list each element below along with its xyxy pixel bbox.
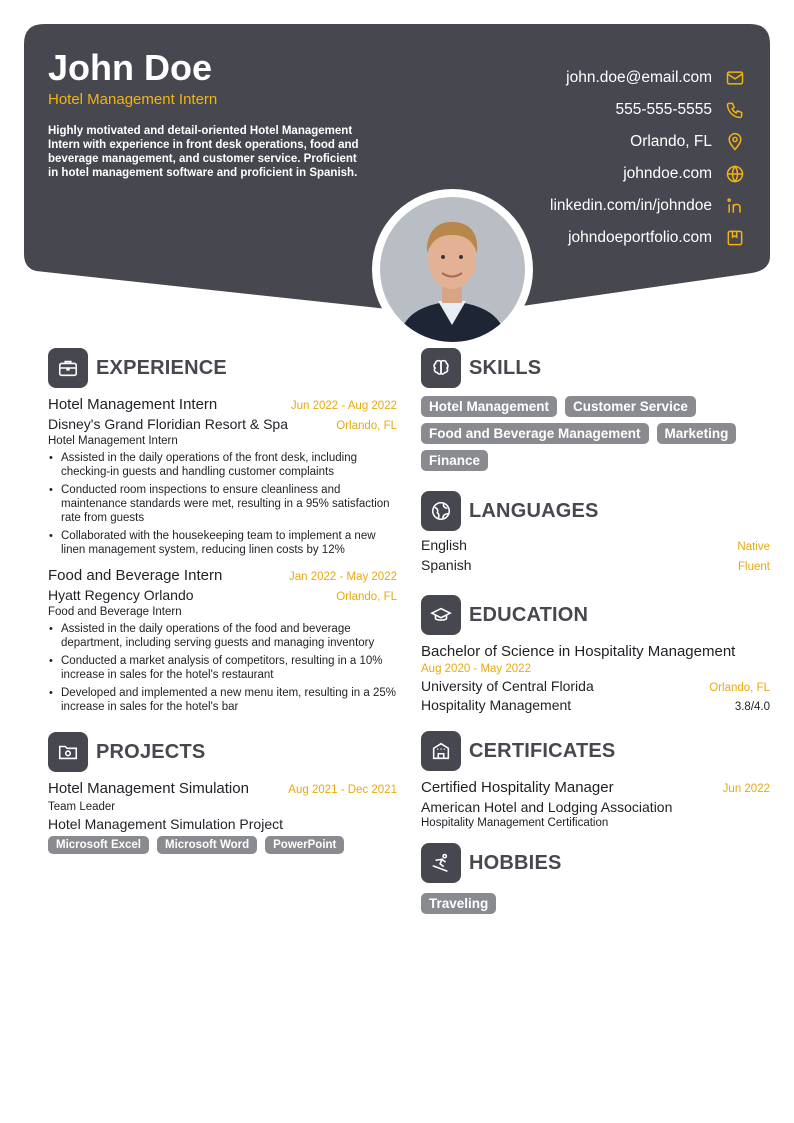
globe-icon [421,491,461,531]
skills-header [421,348,770,388]
bullet: • Conducted room inspections to ensure cleanliness and maintenance standards were met, resulting in a 95% satisfaction rate from guests [48,483,397,525]
skill-tag: Finance [421,450,488,471]
project-title: Hotel Management Simulation [48,780,249,797]
skill-tag: Customer Service [565,396,696,417]
job-bullets [48,451,397,557]
certificate-date: Jun 2022 [722,783,770,795]
globe-icon [724,163,746,185]
job-title: Hotel Management Intern [48,396,218,413]
experience-item [48,567,397,714]
project-name: Hotel Management Simulation Project [48,816,284,832]
certificate-issuer: American Hotel and Lodging Association [421,799,673,815]
language-list [421,537,770,577]
brain-icon [421,348,461,388]
education-item [421,643,770,713]
contact-location [426,126,746,158]
degree: Bachelor of Science in Hospitality Management [421,643,736,660]
hobbies-header [421,843,770,883]
contact-location-text: Orlando, FL [630,133,712,150]
bullet: • Conducted a market analysis of competitors, resulting in a 10% increase in sales for the hotel's restaurant [48,654,397,682]
experience-header [48,348,397,388]
contact-phone-text[interactable]: 555-555-5555 [615,101,712,118]
project-role: Team Leader [48,801,116,813]
certificate-detail: Hospitality Management Certification [421,817,609,829]
skill-tag: Marketing [657,423,737,444]
profile-photo [380,197,525,342]
bullet: • Developed and implemented a new menu item, resulting in a 25% increase in sales for the hotel's bar [48,686,397,714]
language-level: Fluent [738,561,770,573]
job-bullets [48,622,397,714]
projects-title: PROJECTS [96,740,206,763]
experience-item [48,396,397,557]
candidate-role: Hotel Management Intern [48,91,218,108]
contact-website-text[interactable]: johndoe.com [623,165,712,182]
skill-tags [421,396,770,477]
contact-website[interactable] [426,158,746,190]
left-column [48,348,397,860]
language-level: Native [737,541,770,553]
education-header [421,595,770,635]
language-row [421,537,770,557]
bullet: • Assisted in the daily operations of the food and beverage department, including serving guests and managing inventory [48,622,397,650]
hobby-tags [421,893,770,920]
bullet: • Assisted in the daily operations of the front desk, including checking-in guests and handling customer complaints [48,451,397,479]
linkedin-icon [724,195,746,217]
profile-summary: Highly motivated and detail-oriented Hotel Management Intern with experience in front desk operations, food and beverage management, and customer service. Proficient in hotel management software and proficient in Spanish. [48,125,359,179]
gpa: 3.8/4.0 [734,701,770,713]
contact-email[interactable] [426,62,746,94]
certificates-header [421,731,770,771]
skills-title: SKILLS [469,356,542,379]
candidate-name: John Doe [48,47,213,88]
hobby-tag: Traveling [421,893,496,914]
language-name: English [421,537,467,553]
job-company: Hyatt Regency Orlando [48,587,194,603]
folder-icon [48,732,88,772]
bullet: • Collaborated with the housekeeping team to implement a new linen management system, reducing linen costs by 12% [48,529,397,557]
education-dates: Aug 2020 - May 2022 [421,663,531,675]
field-of-study: Hospitality Management [421,697,572,713]
certificate-item [421,779,770,829]
job-location: Orlando, FL [336,420,397,432]
contact-phone[interactable] [426,94,746,126]
phone-icon [724,99,746,121]
right-column [421,348,770,920]
school-location: Orlando, FL [709,682,770,694]
job-title: Food and Beverage Intern [48,567,223,584]
projects-header [48,732,397,772]
certificate-name: Certified Hospitality Manager [421,779,614,796]
briefcase-icon [48,348,88,388]
project-tag: PowerPoint [265,836,344,854]
job-location: Orlando, FL [336,591,397,603]
school-name: University of Central Florida [421,678,594,694]
skill-tag: Hotel Management [421,396,557,417]
languages-title: LANGUAGES [469,499,599,522]
skiing-icon [421,843,461,883]
contact-portfolio-text[interactable]: johndoeportfolio.com [568,229,712,246]
language-row [421,557,770,577]
building-icon [421,731,461,771]
job-company: Disney's Grand Floridian Resort & Spa [48,416,288,432]
project-tag: Microsoft Word [157,836,257,854]
skill-tag: Food and Beverage Management [421,423,649,444]
contact-linkedin-text[interactable]: linkedin.com/in/johndoe [550,197,712,214]
job-position: Food and Beverage Intern [48,606,182,618]
project-item [48,780,397,860]
graduation-cap-icon [421,595,461,635]
location-pin-icon [724,131,746,153]
languages-header [421,491,770,531]
hobbies-title: HOBBIES [469,851,562,874]
bookmark-icon [724,227,746,249]
project-tags [48,836,397,860]
experience-title: EXPERIENCE [96,356,227,379]
education-title: EDUCATION [469,603,589,626]
contact-email-text[interactable]: john.doe@email.com [566,69,712,86]
project-dates: Aug 2021 - Dec 2021 [288,784,397,796]
project-tag: Microsoft Excel [48,836,149,854]
mail-icon [724,67,746,89]
certificates-title: CERTIFICATES [469,739,616,762]
job-dates: Jun 2022 - Aug 2022 [290,400,397,412]
language-name: Spanish [421,557,472,573]
job-position: Hotel Management Intern [48,435,178,447]
job-dates: Jan 2022 - May 2022 [288,571,397,583]
